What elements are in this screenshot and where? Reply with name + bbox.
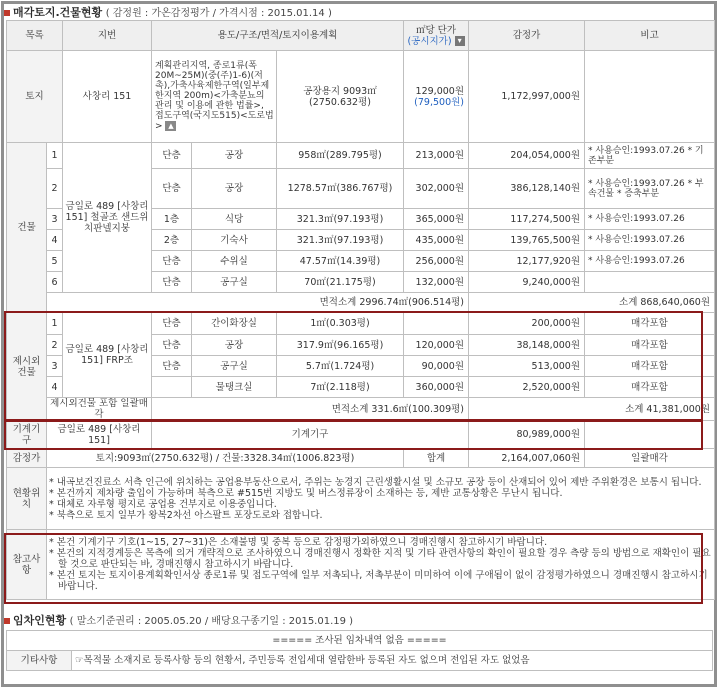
row-use: 공구실 xyxy=(192,272,277,293)
row-unit xyxy=(404,313,469,335)
appraisal-sum-label: 합계 xyxy=(404,449,469,468)
rental-etc: ☞목적물 소재지로 등록사항 등의 현황서, 주민등록 전입세대 열람한바 등록된 자도 없으며 전입된 자도 없었음 xyxy=(72,651,713,671)
rental-etc-label: 기타사항 xyxy=(7,651,72,671)
land-price: 1,172,997,000원 xyxy=(469,51,585,143)
bullet-icon xyxy=(4,618,10,624)
outbuilding-footer-label: 제시외건물 포함 일괄매각 xyxy=(47,398,152,421)
row-price: 204,054,000원 xyxy=(469,143,585,169)
machine-addr: 금일로 489 [사창리 151] xyxy=(47,421,152,449)
row-floor xyxy=(152,377,192,398)
rental-meta: ( 말소기준권리 : 2005.05.20 / 배당요구종기일 : 2015.01.19 ) xyxy=(69,616,354,627)
row-floor: 단층 xyxy=(152,143,192,169)
machine-desc: 기계기구 xyxy=(152,421,469,449)
row-note: * 사용승인:1993.07.26 xyxy=(585,230,715,251)
row-floor: 단층 xyxy=(152,169,192,209)
row-note: 매각포함 xyxy=(585,377,715,398)
row-price: 38,148,000원 xyxy=(469,335,585,356)
location-label: 현황위치 xyxy=(7,468,47,530)
section-header-property xyxy=(4,5,332,21)
row-area: 958㎡(289.795평) xyxy=(277,143,404,169)
row-use: 물탱크실 xyxy=(192,377,277,398)
row-note: * 사용승인:1993.07.26 * 부속건물 * 증축부분 xyxy=(585,169,715,209)
row-floor: 단층 xyxy=(152,313,192,335)
reference-content xyxy=(47,530,715,600)
outbuilding-subtotal-row xyxy=(7,398,715,421)
row-area: 1㎡(0.303평) xyxy=(277,313,404,335)
row-price: 513,000원 xyxy=(469,356,585,377)
location-item: * 대체로 자루형 평지로 공업용 건부지로 이용중입니다. xyxy=(49,498,277,510)
machine-row xyxy=(7,421,715,449)
appraisal-label: 감정가 xyxy=(7,449,47,468)
row-area: 7㎡(2.118평) xyxy=(277,377,404,398)
land-unit-price: 129,000원 xyxy=(415,85,465,97)
building-subtotal-price: 소계 868,640,060원 xyxy=(469,293,715,313)
outbuilding-addr: 금일로 489 [사창리 151] FRP조 xyxy=(63,313,152,398)
row-floor: 단층 xyxy=(152,356,192,377)
row-note: 매각포함 xyxy=(585,313,715,335)
outbuilding-subtotal-area: 면적소계 331.6㎡(100.309평) xyxy=(152,398,469,421)
row-no: 5 xyxy=(47,251,63,272)
building-subtotal-area: 면적소계 2996.74㎡(906.514평) xyxy=(47,293,469,313)
row-price: 2,520,000원 xyxy=(469,377,585,398)
row-no: 4 xyxy=(47,230,63,251)
row-use: 공구실 xyxy=(192,356,277,377)
location-item: * 본건까지 제차량 출입이 가능하며 북측으로 #515번 지방도 및 버스정류장이 소재하는 등, 제반 교통상황은 무난시 됩니다. xyxy=(49,487,563,499)
reference-item: * 본건의 지적경계등은 목측에 의거 개략적으로 조사하였으니 경매진행시 정확한 지적 및 기타 관련사항의 확인이 필요할 경우 측량 등의 방법으로 재확인이 필요할 것으로 판단되는 바, 경매진행시 참고하시기 바랍니다. xyxy=(49,548,711,570)
outbuilding-row xyxy=(7,313,715,335)
row-no: 1 xyxy=(47,143,63,169)
row-note: * 사용승인:1993.07.26 xyxy=(585,251,715,272)
row-unit: 302,000원 xyxy=(404,169,469,209)
reference-item: * 본건 토지는 토지이용계획확인서상 종로1류 및 접도구역에 일부 저촉되나, 저촉부분이 미미하여 이에 구애됨이 없이 감정평가하였으니 경매진행시 참고하시기 바랍니다. xyxy=(49,570,708,592)
row-floor: 단층 xyxy=(152,335,192,356)
row-area: 317.9㎡(96.165평) xyxy=(277,335,404,356)
unit-label: ㎡당 단가 xyxy=(415,24,457,36)
col-header-use: 용도/구조/면적/토지이용계획 xyxy=(152,21,404,51)
row-use: 식당 xyxy=(192,209,277,230)
bullet-icon xyxy=(4,10,10,16)
row-area: 70㎡(21.175평) xyxy=(277,272,404,293)
row-no: 2 xyxy=(47,335,63,356)
row-price: 117,274,500원 xyxy=(469,209,585,230)
row-use: 간이화장실 xyxy=(192,313,277,335)
col-header-appraisal: 감정가 xyxy=(469,21,585,51)
row-no: 4 xyxy=(47,377,63,398)
row-unit: 90,000원 xyxy=(404,356,469,377)
land-unit xyxy=(404,51,469,143)
land-plan xyxy=(152,51,277,143)
row-price: 200,000원 xyxy=(469,313,585,335)
location-content xyxy=(47,468,715,530)
machine-note xyxy=(585,421,715,449)
row-unit: 435,000원 xyxy=(404,230,469,251)
row-no: 1 xyxy=(47,313,63,335)
row-note: * 사용승인:1993.07.26 xyxy=(585,209,715,230)
table-header-row xyxy=(7,21,715,51)
col-header-list: 목록 xyxy=(7,21,63,51)
appraisal-sum: 2,164,007,060원 xyxy=(469,449,585,468)
row-use: 기숙사 xyxy=(192,230,277,251)
row-no: 3 xyxy=(47,209,63,230)
row-price: 12,177,920원 xyxy=(469,251,585,272)
building-row xyxy=(7,143,715,169)
col-header-note: 비고 xyxy=(585,21,715,51)
land-label: 토지 xyxy=(7,51,63,143)
reference-item: * 본건 기계기구 기호(1~15, 27~31)은 소재불명 및 중복 등으로 감정평가외하였으니 경매진행시 참고하시기 바랍니다. xyxy=(49,537,548,548)
public-price-link[interactable]: (공시지가) xyxy=(407,35,452,47)
row-unit: 360,000원 xyxy=(404,377,469,398)
land-area-m2: 공장용지 9093㎡ xyxy=(303,85,377,97)
col-header-unit xyxy=(404,21,469,51)
building-subtotal-row xyxy=(7,293,715,313)
location-item: * 내곡보건진료소 서측 인근에 위치하는 공업용부동산으로서, 주위는 농경지 근린생활시설 및 소규모 공장 등이 산재되어 있어 제반 주위환경은 보통시 됩니다. xyxy=(49,476,702,488)
row-area: 5.7㎡(1.724평) xyxy=(277,356,404,377)
row-unit: 256,000원 xyxy=(404,251,469,272)
outbuilding-subtotal-price: 소계 41,381,000원 xyxy=(469,398,715,421)
appraisal-row xyxy=(7,449,715,468)
land-row xyxy=(7,51,715,143)
reference-row xyxy=(7,530,715,600)
rental-none: ===== 조사된 임차내역 없음 ===== xyxy=(7,631,713,651)
rental-etc-row xyxy=(7,651,713,671)
row-floor: 1층 xyxy=(152,209,192,230)
row-use: 수위실 xyxy=(192,251,277,272)
rental-none-row xyxy=(7,631,713,651)
row-no: 2 xyxy=(47,169,63,209)
outbuilding-label: 제시외 건물 xyxy=(7,313,47,421)
row-price: 9,240,000원 xyxy=(469,272,585,293)
row-note xyxy=(585,272,715,293)
machine-label: 기계기구 xyxy=(7,421,47,449)
row-area: 1278.57㎡(386.767평) xyxy=(277,169,404,209)
building-label: 건물 xyxy=(7,143,47,313)
machine-price: 80,989,000원 xyxy=(469,421,585,449)
reference-label: 참고사항 xyxy=(7,530,47,600)
row-area: 321.3㎡(97.193평) xyxy=(277,230,404,251)
land-note xyxy=(585,51,715,143)
rental-table xyxy=(6,630,713,671)
row-unit: 213,000원 xyxy=(404,143,469,169)
row-unit: 365,000원 xyxy=(404,209,469,230)
row-price: 139,765,500원 xyxy=(469,230,585,251)
row-note: 매각포함 xyxy=(585,335,715,356)
collapse-icon[interactable]: ▲ xyxy=(165,121,176,131)
land-public-price: (79,500원) xyxy=(414,96,465,108)
row-use: 공장 xyxy=(192,335,277,356)
section-header-rental xyxy=(4,613,353,629)
location-item: * 북측으로 토지 일부가 왕복2차선 아스팔트 포장도로와 접합니다. xyxy=(49,509,323,521)
location-row xyxy=(7,468,715,530)
land-addr: 사창리 151 xyxy=(63,51,152,143)
row-price: 386,128,140원 xyxy=(469,169,585,209)
row-floor: 단층 xyxy=(152,272,192,293)
land-plan-text: 계획관리지역, 종로1류(폭20M~25M)(중(주)1-6)(저촉),가축사육제한구역(일부제한지역 200m)<가축분뇨의 관리 및 이용에 관한 법률>, 접도구역(국지도515)<도로법> xyxy=(155,61,274,132)
row-area: 47.57㎡(14.39평) xyxy=(277,251,404,272)
appraisal-desc: 토지:9093㎡(2750.632평) / 건물:3328.34㎡(1006.823평) xyxy=(47,449,404,468)
row-unit: 132,000원 xyxy=(404,272,469,293)
land-area-py: (2750.632평) xyxy=(309,96,371,108)
row-note: 매각포함 xyxy=(585,356,715,377)
row-floor: 단층 xyxy=(152,251,192,272)
col-header-lot: 지번 xyxy=(63,21,152,51)
land-area xyxy=(277,51,404,143)
row-area: 321.3㎡(97.193평) xyxy=(277,209,404,230)
property-table xyxy=(6,20,715,600)
section-meta: ( 감정원 : 가온감정평가 / 가격시점 : 2015.01.14 ) xyxy=(105,8,332,19)
row-note: * 사용승인:1993.07.26 * 기존부분 xyxy=(585,143,715,169)
row-use: 공장 xyxy=(192,143,277,169)
row-no: 3 xyxy=(47,356,63,377)
rental-title: 임차인현황 xyxy=(13,614,67,627)
row-floor: 2층 xyxy=(152,230,192,251)
row-unit: 120,000원 xyxy=(404,335,469,356)
expand-icon[interactable]: ▾ xyxy=(455,36,465,46)
row-use: 공장 xyxy=(192,169,277,209)
section-title: 매각토지.건물현황 xyxy=(13,6,103,19)
appraisal-note: 일괄매각 xyxy=(585,449,715,468)
row-no: 6 xyxy=(47,272,63,293)
building-addr: 금일로 489 [사창리 151] 철골조 샌드위치판넬지붕 xyxy=(63,143,152,293)
